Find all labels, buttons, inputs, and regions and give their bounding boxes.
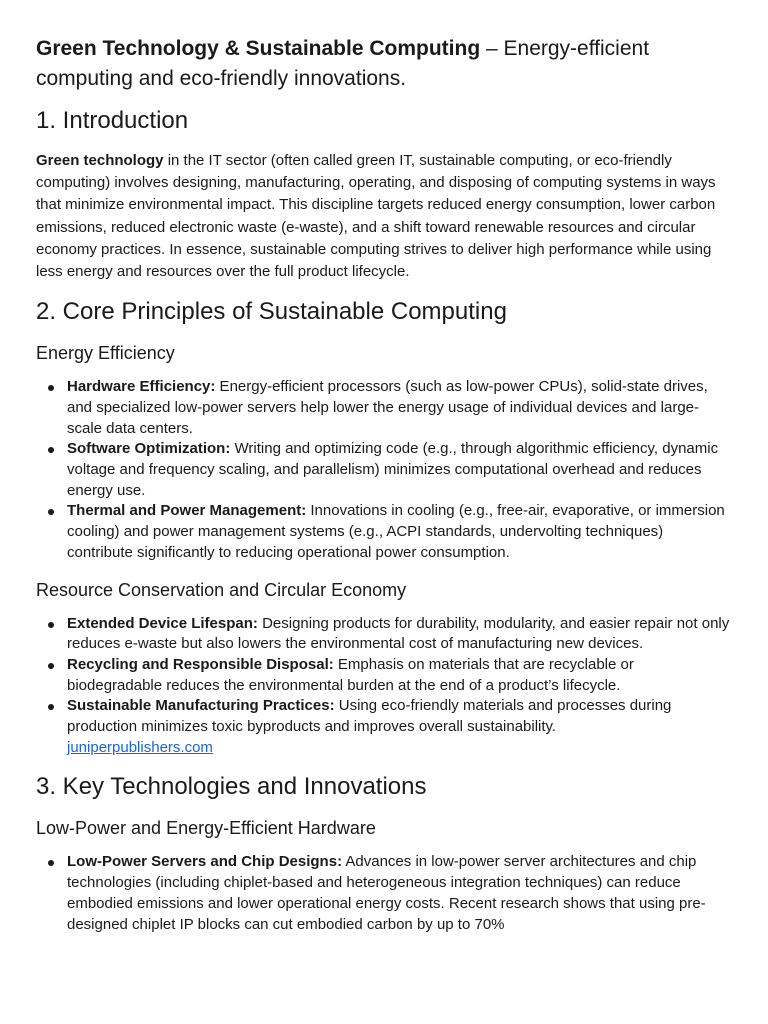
- bullet-icon: [48, 663, 54, 669]
- document-title: [36, 34, 732, 94]
- list-item-text: Advances in low-power server architectures and chip technologies (including chiplet-based and heterogeneous integration techniques) can reduce embodied emissions and lower operational energy costs. Recent research shows that using pre-designed chiplet IP blocks can cut embodied carbon by up to 70%: [67, 853, 706, 933]
- list-item: [36, 501, 732, 563]
- list-item-label: Sustainable Manufacturing Practices:: [67, 697, 335, 715]
- source-link[interactable]: juniperpublishers.com: [67, 738, 213, 756]
- subheading-energy-efficiency: Energy Efficiency: [36, 343, 175, 364]
- list-item-label: Low-Power Servers and Chip Designs:: [67, 853, 343, 871]
- list-item-text: Innovations in cooling (e.g., free-air, evaporative, or immersion cooling) and power management systems (e.g., ACPI standards, undervolting techniques) contribute significantly to reducing operational power consumption.: [67, 502, 725, 561]
- document-title-subtitle: – Energy-efficient computing and eco-friendly innovations.: [36, 37, 650, 90]
- list-item-text: Energy-efficient processors (such as low-power CPUs), solid-state drives, and specialized low-power servers help lower the energy usage of individual devices and large-scale data centers.: [67, 378, 708, 437]
- section-heading-introduction: 1. Introduction: [36, 107, 189, 134]
- list-item: [36, 439, 732, 501]
- list-item-label: Thermal and Power Management:: [67, 502, 307, 520]
- bullet-icon: [48, 447, 54, 453]
- resource-conservation-list: [36, 614, 732, 759]
- list-item-text: Writing and optimizing code (e.g., through algorithmic efficiency, dynamic voltage and frequency scaling, and parallelism) minimizes computational overhead and reduces energy use.: [67, 440, 719, 499]
- document-title-bold: Green Technology & Sustainable Computing: [36, 37, 481, 60]
- list-item: [36, 377, 732, 439]
- list-item-label: Hardware Efficiency:: [67, 378, 216, 396]
- bullet-icon: [48, 385, 54, 391]
- list-item: [36, 655, 732, 696]
- low-power-hardware-list: [36, 852, 732, 935]
- list-item: [36, 614, 732, 655]
- introduction-paragraph: [36, 150, 732, 283]
- list-item: [36, 852, 732, 935]
- introduction-body: in the IT sector (often called green IT, sustainable computing, or eco-friendly computing) involves designing, manufacturing, operating, and disposing of computing systems in ways that minimize environmental impact. This discipline targets reduced energy consumption, lower carbon emissions, reduced electronic waste (e-waste), and a shift toward renewable resources and circular economy practices. In essence, sustainable computing strives to deliver high performance while using less energy and resources over the full product lifecycle.: [36, 152, 716, 281]
- list-item-text: Emphasis on materials that are recyclable or biodegradable reduces the environmental burden at the end of a product’s lifecycle.: [67, 655, 634, 694]
- bullet-icon: [48, 860, 54, 866]
- introduction-lead-term: Green technology: [36, 152, 164, 169]
- list-item-label: Recycling and Responsible Disposal:: [67, 655, 334, 673]
- bullet-icon: [48, 704, 54, 710]
- list-item: [36, 696, 732, 758]
- list-item-label: Extended Device Lifespan:: [67, 614, 258, 632]
- energy-efficiency-list: [36, 377, 732, 563]
- list-item-text: Using eco-friendly materials and processes during production minimizes toxic byproducts and improves overall sustainability.: [67, 697, 672, 736]
- subheading-low-power-hardware: Low-Power and Energy-Efficient Hardware: [36, 818, 376, 839]
- list-item-label: Software Optimization:: [67, 440, 231, 458]
- bullet-icon: [48, 509, 54, 515]
- bullet-icon: [48, 622, 54, 628]
- list-item-text: Designing products for durability, modularity, and easier repair not only reduces e-waste but also lowers the environmental cost of manufacturing new devices.: [67, 614, 730, 653]
- section-heading-core-principles: 2. Core Principles of Sustainable Computing: [36, 298, 507, 326]
- subheading-resource-conservation: Resource Conservation and Circular Economy: [36, 579, 407, 600]
- section-heading-key-technologies: 3. Key Technologies and Innovations: [36, 773, 427, 801]
